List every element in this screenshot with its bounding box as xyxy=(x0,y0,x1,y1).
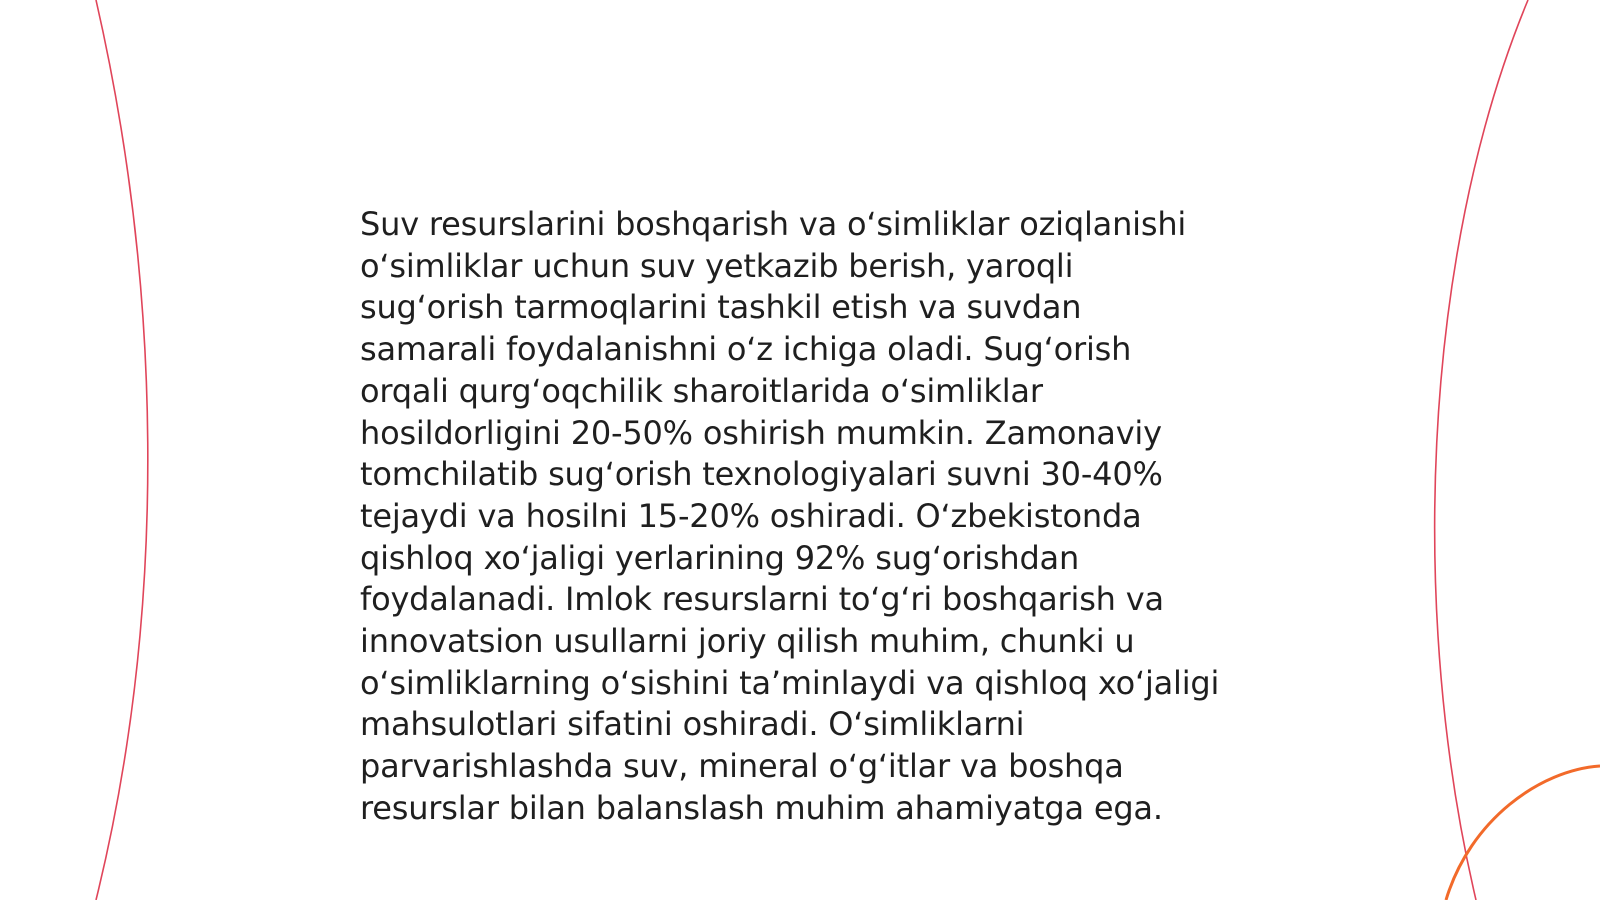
paragraph-line: hosildorligini 20-50% oshirish mumkin. Zamonaviy xyxy=(360,413,1162,452)
corner-arc-decoration xyxy=(1446,766,1600,900)
right-curve-decoration xyxy=(1435,0,1528,900)
paragraph-line: parvarishlashda suv, mineral oʻgʻitlar va boshqa xyxy=(360,747,1124,786)
paragraph-line: samarali foydalanishni oʻz ichiga oladi. Sugʻorish xyxy=(360,330,1132,369)
paragraph-line: innovatsion usullarni joriy qilish muhim, chunki u xyxy=(360,622,1135,661)
paragraph-line: tejaydi va hosilni 15-20% oshiradi. Oʻzbekistonda xyxy=(360,496,1142,535)
paragraph-line: oʻsimliklar uchun suv yetkazib berish, yaroqli xyxy=(360,246,1074,285)
paragraph-line: qishloq xoʻjaligi yerlarining 92% sugʻorishdan xyxy=(360,538,1080,577)
paragraph-line: Suv resurslarini boshqarish va oʻsimliklar oziqlanishi xyxy=(360,205,1187,243)
body-paragraph xyxy=(360,204,1240,830)
paragraph-line: oʻsimliklarning oʻsishini taʼminlaydi va qishloq xoʻjaligi xyxy=(360,663,1220,702)
paragraph-line: mahsulotlari sifatini oshiradi. Oʻsimliklarni xyxy=(360,705,1025,744)
paragraph-line: tomchilatib sugʻorish texnologiyalari suvni 30-40% xyxy=(360,455,1163,494)
left-curve-decoration xyxy=(96,0,148,900)
paragraph-line: foydalanadi. Imlok resurslarni toʻgʻri boshqarish va xyxy=(360,580,1164,619)
paragraph-line: resurslar bilan balanslash muhim ahamiyatga ega. xyxy=(360,788,1163,827)
paragraph-line: sugʻorish tarmoqlarini tashkil etish va suvdan xyxy=(360,288,1082,327)
paragraph-line: orqali qurgʻoqchilik sharoitlarida oʻsimliklar xyxy=(360,371,1043,410)
